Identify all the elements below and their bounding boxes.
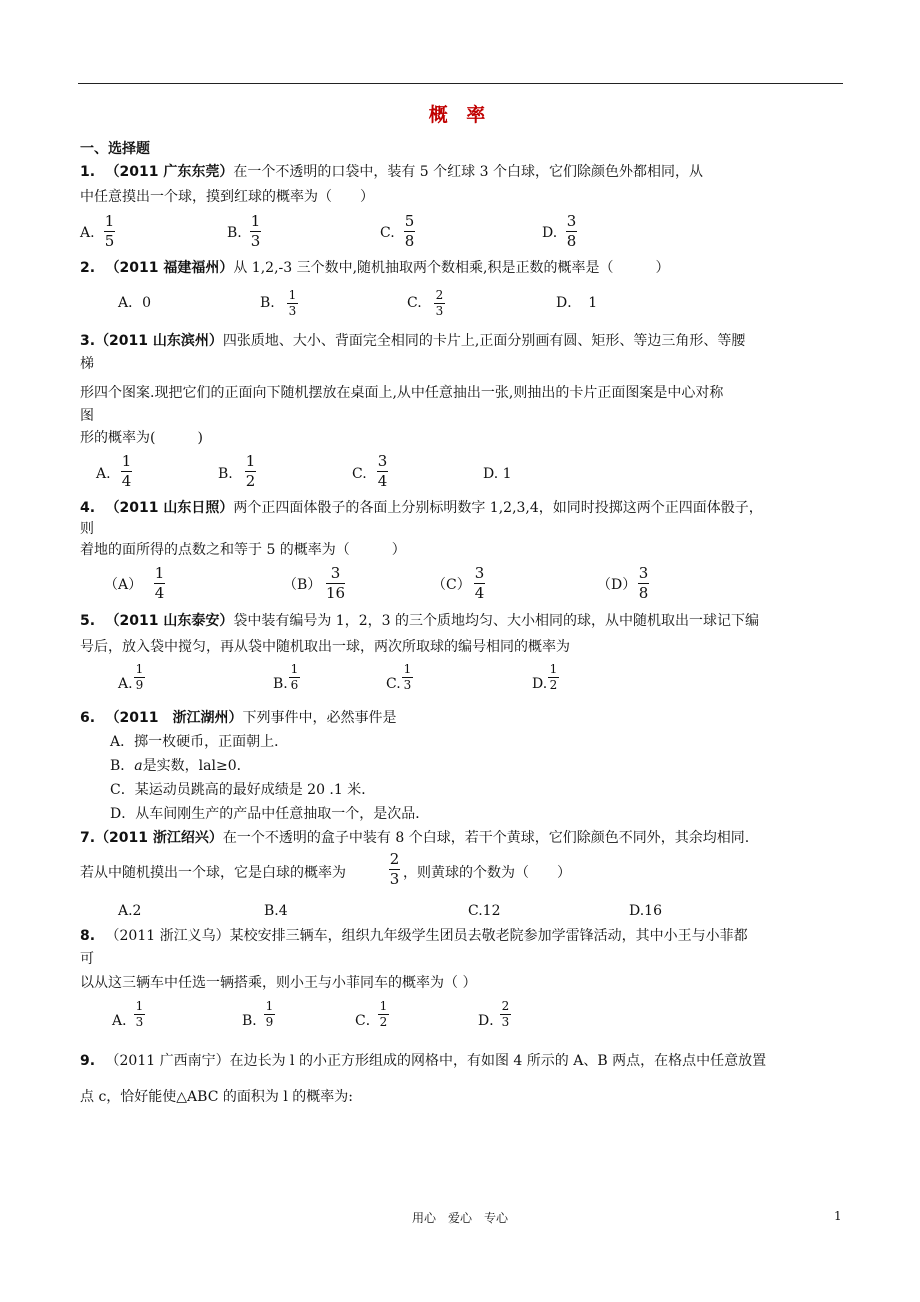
option-b-label: B． <box>242 1013 267 1029</box>
denominator: 6 <box>290 678 299 692</box>
numerator: 1 <box>549 662 558 676</box>
numerator: 1 <box>121 452 132 470</box>
option-d: D.16 <box>629 903 662 919</box>
option-c-fraction <box>434 289 445 318</box>
option-c-label: C. <box>407 295 422 311</box>
option-c: C.12 <box>468 903 501 919</box>
option-b-fraction <box>250 213 261 250</box>
question-1 <box>80 163 703 181</box>
option-d: D．从车间刚生产的产品中任意抽取一个，是次品． <box>110 806 430 822</box>
question-text: 下列事件中，必然事件是 <box>242 710 397 726</box>
question-3-line3: 形的概率为( ) <box>80 430 203 446</box>
option-a-label: （A） <box>104 577 143 593</box>
option-c-label: C. <box>380 225 395 241</box>
question-3-wrap2: 图 <box>80 408 94 424</box>
question-text: 四张质地、大小、背面完全相同的卡片上,正面分别画有圆、矩形、等边三角形、等腰 <box>222 333 746 349</box>
question-number: 4. <box>80 500 96 516</box>
numerator: 1 <box>135 999 144 1013</box>
numerator: 2 <box>389 850 400 868</box>
option-b-fraction <box>264 1000 275 1029</box>
option-b-label: B. <box>260 295 275 311</box>
option-b-fraction <box>326 565 345 602</box>
header-rule <box>78 83 843 84</box>
option-b-fraction <box>287 289 298 318</box>
option-a-label: A. <box>80 225 95 241</box>
numerator: 1 <box>245 452 256 470</box>
question-5 <box>80 612 759 630</box>
numerator: 3 <box>330 564 341 582</box>
option-a: A.2 <box>118 903 142 919</box>
denominator: 4 <box>154 584 165 602</box>
option-d-fraction <box>548 663 559 692</box>
option-c-label: C. <box>352 466 367 482</box>
question-source: （2011 山东滨州） <box>95 333 223 349</box>
option-d: D. 1 <box>483 466 512 482</box>
option-a-label: A. <box>118 676 133 692</box>
question-text: 在一个不透明的口袋中，装有 5 个红球 3 个白球，它们除颜色外都相同，从 <box>233 164 703 180</box>
denominator: 3 <box>435 304 444 318</box>
question-5-line2: 号后，放入袋中搅匀，再从袋中随机取出一球，两次所取球的编号相同的概率为 <box>80 639 570 655</box>
denominator: 2 <box>379 1015 388 1029</box>
page-title: 概 率 <box>428 104 492 126</box>
option-c-label: （C） <box>432 577 471 593</box>
option-b-label: B. <box>218 466 233 482</box>
question-source: （2011 浙江湖州） <box>105 710 243 726</box>
option-d-label: D. <box>542 225 558 241</box>
question-8-line2: 以从这三辆车中任选一辆搭乘，则小王与小菲同车的概率为（ ） <box>80 975 477 991</box>
denominator: 3 <box>135 1015 144 1029</box>
option-b-label: B. <box>273 676 288 692</box>
question-number: 9. <box>80 1053 96 1069</box>
question-7 <box>80 829 749 847</box>
numerator: 1 <box>250 212 261 230</box>
denominator: 8 <box>638 584 649 602</box>
denominator: 8 <box>566 232 577 250</box>
question-3-line2: 形四个图案.现把它们的正面向下随机摆放在桌面上,从中任意抽出一张,则抽出的卡片正面图案是中心对称 <box>80 385 724 401</box>
numerator: 1 <box>403 662 412 676</box>
question-4-wrap: 则 <box>80 521 94 537</box>
option-d: D． 1 <box>556 295 598 311</box>
numerator: 5 <box>404 212 415 230</box>
question-number: 7. <box>80 830 96 846</box>
question-7-line2 <box>80 864 346 882</box>
numerator: 1 <box>265 999 274 1013</box>
numerator: 2 <box>435 288 444 302</box>
question-7-line2-tail: ，则黄球的个数为（ ） <box>403 865 571 881</box>
denominator: 3 <box>288 304 297 318</box>
question-text: 袋中装有编号为 1，2，3 的三个质地均匀、大小相同的球，从中随机取出一球记下编 <box>233 613 759 629</box>
question-text: 在边长为 l 的小正方形组成的网格中，有如图 4 所示的 A、B 两点，在格点中任意放置 <box>229 1053 767 1069</box>
question-source: （2011 广西南宁） <box>105 1053 230 1069</box>
question-source: （2011 山东泰安） <box>105 613 234 629</box>
option-b-fraction <box>245 453 256 490</box>
question-text-a: 若从中随机摸出一个球，它是白球的概率为 <box>80 865 346 881</box>
denominator: 3 <box>250 232 261 250</box>
option-c-fraction <box>404 213 415 250</box>
question-source: （2011 浙江绍兴） <box>95 830 223 846</box>
option-c-label: C． <box>355 1013 380 1029</box>
denominator: 8 <box>404 232 415 250</box>
question-6 <box>80 709 396 727</box>
question-number: 2. <box>80 260 96 276</box>
numerator: 2 <box>501 999 510 1013</box>
option-a: A．掷一枚硬币，正面朝上． <box>110 734 289 750</box>
denominator: 4 <box>474 584 485 602</box>
denominator: 3 <box>501 1015 510 1029</box>
option-b-prefix: B． <box>110 758 135 774</box>
numerator: 1 <box>154 564 165 582</box>
question-text: 某校安排三辆车，组织九年级学生团员去敬老院参加学雷锋活动，其中小王与小菲都 <box>229 928 748 944</box>
question-9 <box>80 1052 766 1070</box>
question-text: 两个正四面体骰子的各面上分别标明数字 1,2,3,4，如同时投掷这两个正四面体骰子， <box>233 500 763 516</box>
option-a-fraction <box>121 453 132 490</box>
denominator: 3 <box>403 678 412 692</box>
numerator: 1 <box>288 288 297 302</box>
numerator: 1 <box>379 999 388 1013</box>
question-9-line2: 点 c，恰好能使△ABC 的面积为 l 的概率为: <box>80 1089 353 1105</box>
numerator: 3 <box>638 564 649 582</box>
option-a-label: A. <box>96 466 111 482</box>
option-c: C．某运动员跳高的最好成绩是 20 .1 米． <box>110 782 376 798</box>
question-number: 8. <box>80 928 96 944</box>
denominator: 4 <box>121 472 132 490</box>
option-a-fraction <box>154 565 165 602</box>
question-1-line2: 中任意摸出一个球，摸到红球的概率为（ ） <box>80 189 374 205</box>
question-3-wrap: 梯 <box>80 356 94 372</box>
page-footer: 用心 爱心 专心 <box>411 1211 508 1225</box>
denominator: 4 <box>377 472 388 490</box>
option-a-label: A． <box>112 1013 137 1029</box>
question-number: 5. <box>80 613 96 629</box>
option-b-text: 是实数，lal≥0． <box>142 758 251 774</box>
option-c-fraction <box>377 453 388 490</box>
option-d-label: D． <box>478 1013 504 1029</box>
option-c-fraction <box>402 663 413 692</box>
question-2 <box>80 259 670 277</box>
variable-a: a <box>134 758 143 774</box>
question-number: 6. <box>80 710 96 726</box>
question-4-line2: 着地的面所得的点数之和等于 5 的概率为（ ） <box>80 542 406 558</box>
page-number: 1 <box>834 1209 842 1223</box>
option-b-fraction <box>289 663 300 692</box>
inline-fraction <box>389 851 400 888</box>
option-b: B.4 <box>264 903 288 919</box>
question-text: 从 1,2,-3 三个数中,随机抽取两个数相乘,积是正数的概率是（ ） <box>233 260 670 276</box>
numerator: 1 <box>290 662 299 676</box>
option-c-label: C. <box>386 676 401 692</box>
denominator: 9 <box>135 678 144 692</box>
question-source: （2011 广东东莞） <box>105 164 234 180</box>
question-source: （2011 浙江义乌） <box>105 928 230 944</box>
question-source: （2011 福建福州） <box>105 260 234 276</box>
question-8-wrap: 可 <box>80 951 94 967</box>
denominator: 2 <box>549 678 558 692</box>
question-4 <box>80 499 763 517</box>
option-d-label: D. <box>532 676 548 692</box>
question-number: 1. <box>80 164 96 180</box>
numerator: 3 <box>474 564 485 582</box>
numerator: 3 <box>566 212 577 230</box>
question-3 <box>80 332 745 350</box>
numerator: 1 <box>104 212 115 230</box>
section-heading: 一、选择题 <box>80 141 150 157</box>
question-source: （2011 山东日照） <box>105 500 234 516</box>
option-b <box>110 757 251 775</box>
denominator: 16 <box>326 584 346 602</box>
option-a-fraction <box>104 213 115 250</box>
option-b-label: B. <box>227 225 242 241</box>
option-d-fraction <box>500 1000 511 1029</box>
question-text: 在一个不透明的盒子中装有 8 个白球，若干个黄球，它们除颜色不同外，其余均相同. <box>222 830 750 846</box>
denominator: 5 <box>104 232 115 250</box>
option-a-fraction <box>134 1000 145 1029</box>
option-a-fraction <box>134 663 145 692</box>
option-c-fraction <box>378 1000 389 1029</box>
option-d-fraction <box>566 213 577 250</box>
option-c-fraction <box>474 565 485 602</box>
question-number: 3. <box>80 333 96 349</box>
option-d-label: （D） <box>597 577 637 593</box>
option-d-fraction <box>638 565 649 602</box>
denominator: 2 <box>245 472 256 490</box>
question-8 <box>80 927 748 945</box>
numerator: 3 <box>377 452 388 470</box>
option-b-label: （B） <box>283 577 322 593</box>
numerator: 1 <box>135 662 144 676</box>
option-a: A．0 <box>118 295 152 311</box>
denominator: 3 <box>389 870 400 888</box>
denominator: 9 <box>265 1015 274 1029</box>
